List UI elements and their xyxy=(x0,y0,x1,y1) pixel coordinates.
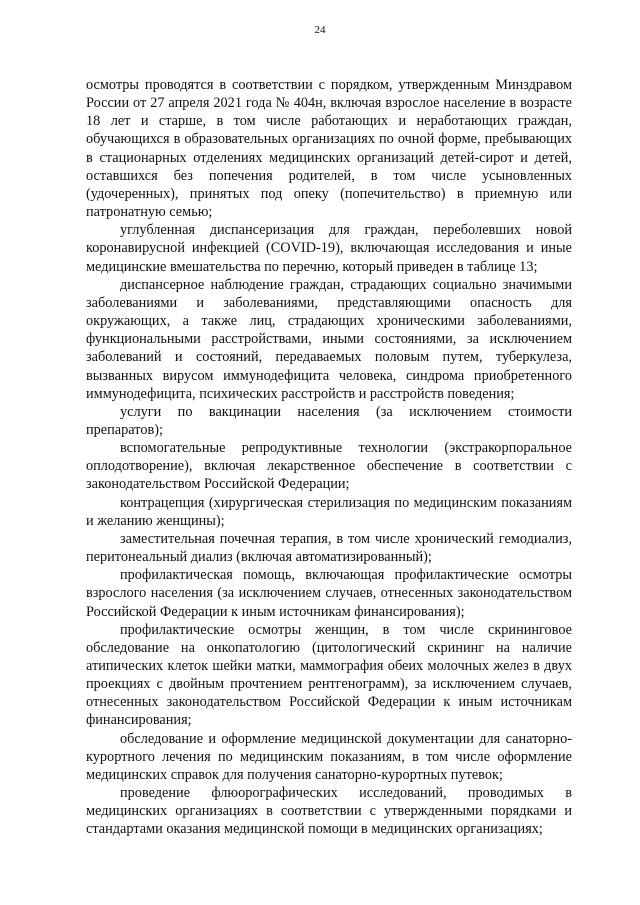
paragraph-fluorography: проведение флюорографических исследований, проводимых в медицинских организациях в соответствии с утвержденными порядками и стандартами оказания медицинской помощи в медицинских организациях; xyxy=(86,785,572,838)
paragraph-preventive-care: профилактическая помощь, включающая профилактические осмотры взрослого населения (за исключением случаев, отнесенных законодательством Российской Федерации к иным источникам финансирования); xyxy=(86,567,572,620)
paragraph-in-depth-dispensary: углубленная диспансеризация для граждан, переболевших новой коронавирусной инфекцией (COVID-19), включающая исследования и иные медицинские вмешательства по перечню, который приведен в таблице 13; xyxy=(86,222,572,275)
page-number: 24 xyxy=(314,24,326,36)
paragraph-sanatorium-documentation: обследование и оформление медицинской документации для санаторно-курортного лечения по медицинским показаниям, в том числе оформление медицинских справок для получения санаторно-курортных путевок; xyxy=(86,730,572,783)
paragraph-renal-therapy: заместительная почечная терапия, в том числе хронический гемодиализ, перитонеальный диализ (включая автоматизированный); xyxy=(86,530,572,566)
paragraph-women-exams: профилактические осмотры женщин, в том числе скрининговое обследование на онкопатологию (цитологический скрининг на наличие атипических клеток шейки матки, маммография обеих молочных желез в двух проекциях с двойным прочтением рентгенограмм), за исключением случаев, отнесенных законодательством Российской Федерации к иным источникам финансирования; xyxy=(86,621,572,729)
paragraph-preventive-exams-continued: осмотры проводятся в соответствии с порядком, утвержденным Минздравом России от 27 апреля 2021 года № 404н, включая взрослое население в возрасте 18 лет и старше, в том числе работающих и неработающих граждан, обучающихся в образовательных организациях по очной форме, пребывающих в стационарных отделениях медицинских организаций детей-сирот и детей, оставшихся без попечения родителей, в том числе усыновленных (удочеренных), принятых под опеку (попечительство) в приемную или патронатную семью; xyxy=(86,77,572,221)
paragraph-reproductive-technologies: вспомогательные репродуктивные технологии (экстракорпоральное оплодотворение), включая лекарственное обеспечение в соответствии с законодательством Российской Федерации; xyxy=(86,440,572,493)
paragraph-dispensary-observation: диспансерное наблюдение граждан, страдающих социально значимыми заболеваниями и заболеваниями, представляющими опасность для окружающих, а также лиц, страдающих хроническими заболеваниями, функциональными расстройствами, иными состояниями, за исключением заболеваний и состояний, передаваемых половым путем, туберкулеза, вызванных вирусом иммунодефицита человека, синдрома приобретенного иммунодефицита, психических расстройств и расстройств поведения; xyxy=(86,276,572,402)
paragraph-vaccination: услуги по вакцинации населения (за исключением стоимости препаратов); xyxy=(86,403,572,438)
document-body xyxy=(86,76,572,839)
paragraph-contraception: контрацепция (хирургическая стерилизация по медицинским показаниям и желанию женщины); xyxy=(86,494,572,529)
